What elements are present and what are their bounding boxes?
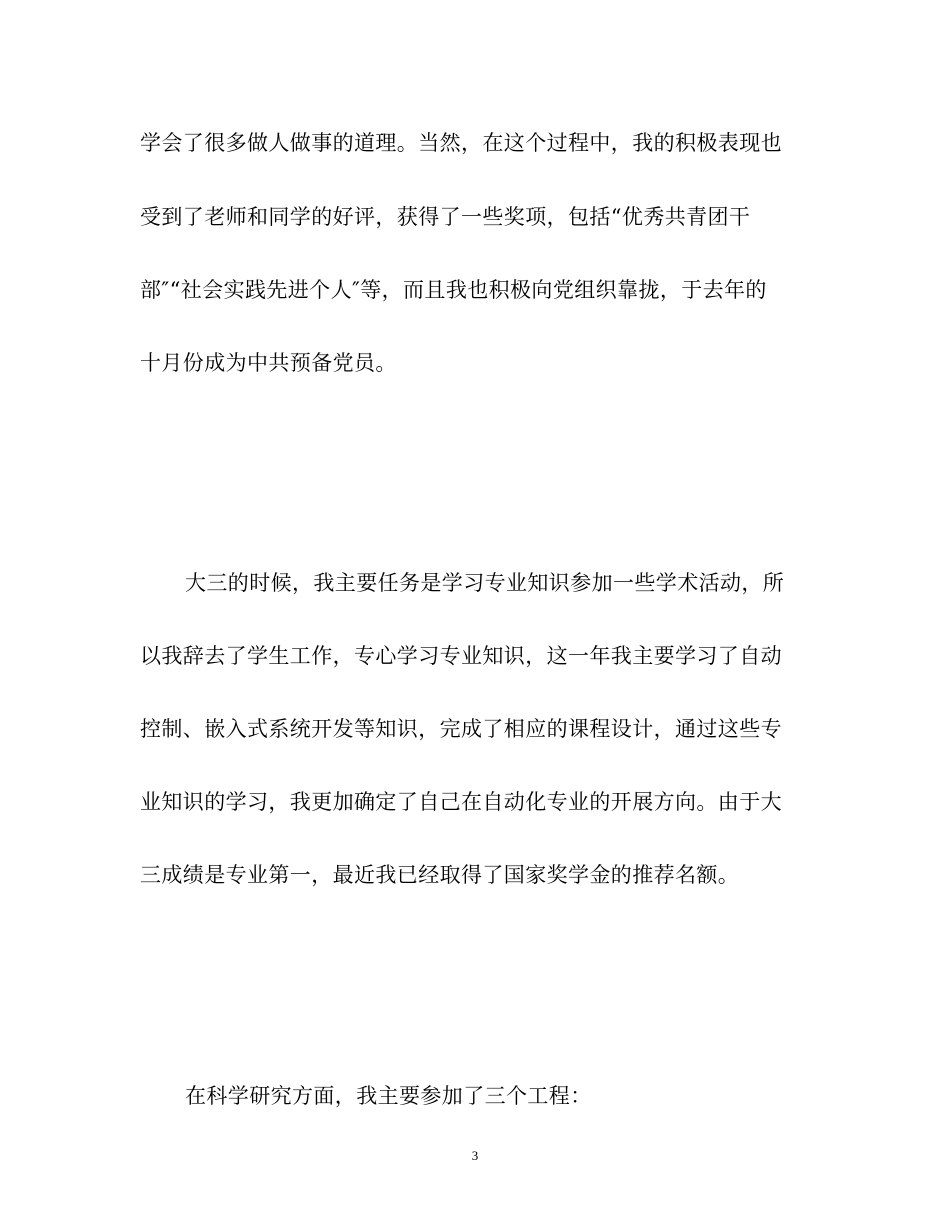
- text-line: 三成绩是专业第一，最近我已经取得了国家奖学金的推荐名额。: [140, 863, 740, 887]
- text-line: 控制、嵌入式系统开发等知识，完成了相应的课程设计，通过这些专: [140, 717, 782, 741]
- text-line: 业知识的学习，我更加确定了自己在自动化专业的开展方向。由于大: [140, 790, 782, 814]
- page-number: 3: [471, 1148, 479, 1163]
- text-line: 部″“社会实践先进个人″等，而且我也积极向党组织靠拢，于去年的: [140, 278, 767, 302]
- text-line: 受到了老师和同学的好评，获得了一些奖项，包括“优秀共青团干: [140, 205, 751, 229]
- text-line: 学会了很多做人做事的道理。当然，在这个过程中，我的积极表现也: [140, 131, 782, 155]
- text-line: 以我辞去了学生工作，专心学习专业知识，这一年我主要学习了自动: [140, 644, 782, 668]
- text-line: 十月份成为中共预备党员。: [140, 351, 397, 375]
- text-line: 在科学研究方面，我主要参加了三个工程：: [185, 1084, 592, 1108]
- text-line: 大三的时候，我主要任务是学习专业知识参加一些学术活动，所: [185, 571, 785, 595]
